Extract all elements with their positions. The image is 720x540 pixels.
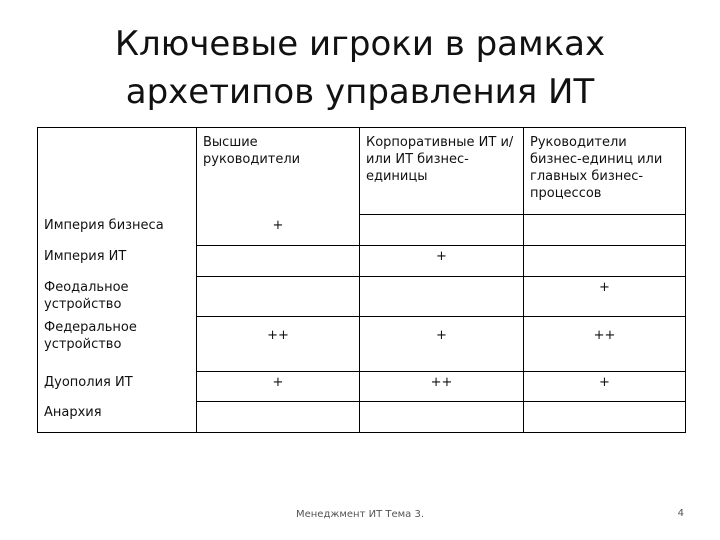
table-cell <box>197 246 360 277</box>
slide-title <box>40 20 680 116</box>
page-number: 4 <box>677 508 684 519</box>
row-label: Империя бизнеса <box>38 215 197 246</box>
table-row <box>38 402 686 433</box>
table-cell <box>360 215 524 246</box>
table-header-row <box>38 128 686 215</box>
table-header-cell: Высшие руководители <box>197 128 360 215</box>
slide-title-line-1: Ключевые игроки в рамках <box>114 24 606 64</box>
slide-title-line-2: архетипов управления ИТ <box>125 72 595 112</box>
table-header-empty <box>38 128 197 215</box>
archetype-table <box>37 127 686 433</box>
table-cell: + <box>524 277 686 317</box>
table-header-cell: Руководители бизнес-единиц или главных бизнес-процессов <box>524 128 686 215</box>
table-cell: + <box>197 215 360 246</box>
table-cell: ++ <box>524 317 686 372</box>
slide-footer: Менеджмент ИТ Тема 3. <box>295 509 425 520</box>
table-cell <box>360 277 524 317</box>
row-label: Федеральное устройство <box>38 317 197 372</box>
table-cell: + <box>360 317 524 372</box>
table-cell: + <box>360 246 524 277</box>
table-cell <box>360 402 524 433</box>
table-cell <box>524 402 686 433</box>
table-row <box>38 246 686 277</box>
table-header-cell: Корпоративные ИТ и/или ИТ бизнес-единицы <box>360 128 524 215</box>
row-label: Анархия <box>38 402 197 433</box>
table-row <box>38 215 686 246</box>
row-label: Империя ИТ <box>38 246 197 277</box>
row-label: Феодальное устройство <box>38 277 197 317</box>
table-cell: ++ <box>360 372 524 402</box>
table-cell: + <box>197 372 360 402</box>
table-row <box>38 277 686 317</box>
table-row <box>38 317 686 372</box>
table-cell: + <box>524 372 686 402</box>
table-cell <box>524 246 686 277</box>
table-cell <box>524 215 686 246</box>
table-cell <box>197 402 360 433</box>
row-label: Дуополия ИТ <box>38 372 197 402</box>
table-cell <box>197 277 360 317</box>
table-row <box>38 372 686 402</box>
table-cell: ++ <box>197 317 360 372</box>
